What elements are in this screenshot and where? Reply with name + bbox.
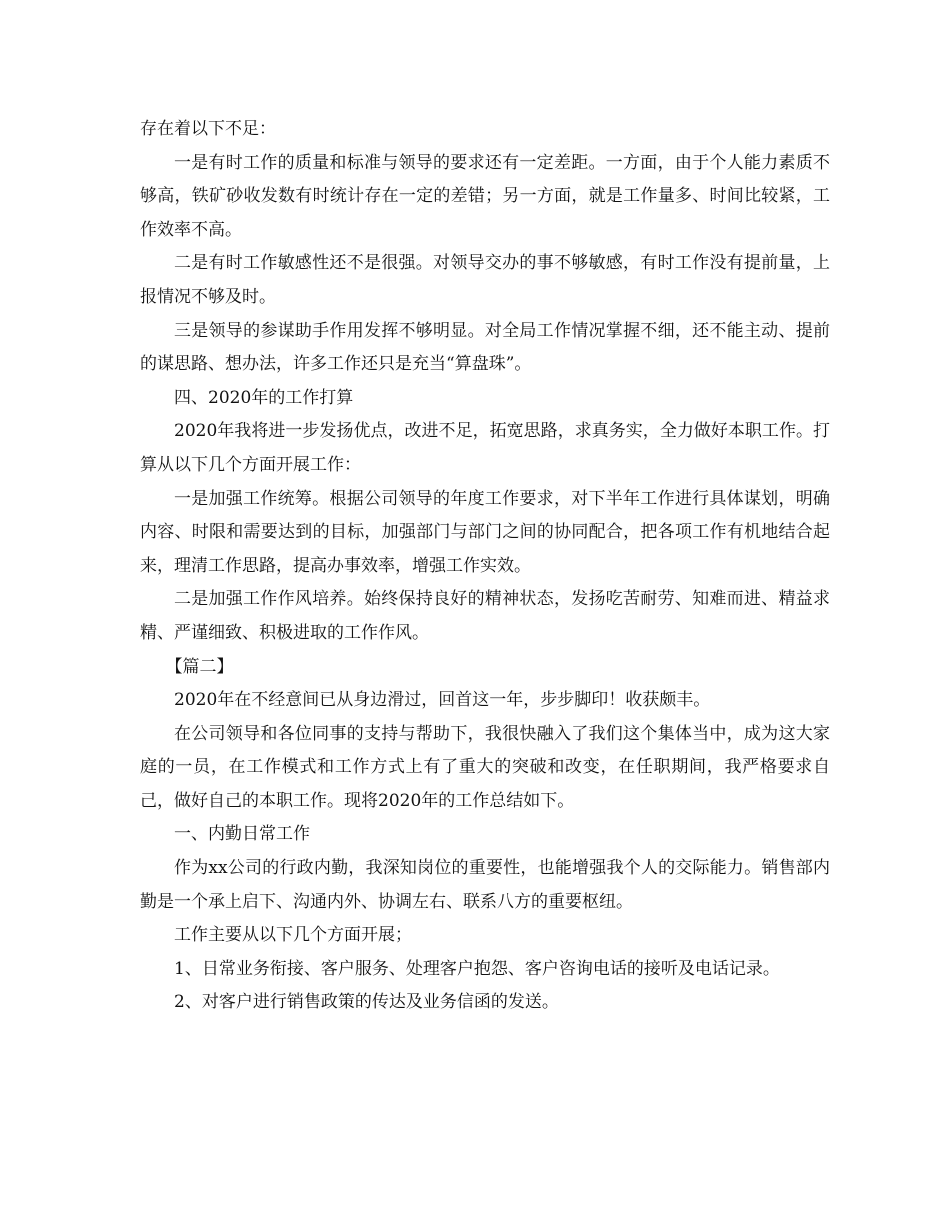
- section-heading-plan: 四、2020年的工作打算: [174, 387, 354, 408]
- list-item-1: 1、日常业务衔接、客户服务、处理客户抱怨、客户咨询电话的接听及电话记录。: [174, 958, 780, 979]
- paragraph-shortcoming-2: 二是有时工作敏感性还不是很强。对领导交办的事不够敏感，有时工作没有提前量，上报情况不够及时。: [140, 253, 830, 307]
- paragraph-plan-intro: 2020年我将进一步发扬优点，改进不足，拓宽思路，求真务实，全力做好本职工作。打算从以下几个方面开展工作：: [140, 421, 830, 475]
- paragraph-daily-work-role: 作为xx公司的行政内勤，我深知岗位的重要性，也能增强我个人的交际能力。销售部内勤是一个承上启下、沟通内外、协调左右、联系八方的重要枢纽。: [140, 858, 830, 912]
- section-heading-daily-work: 一、内勤日常工作: [174, 824, 310, 845]
- paragraph-shortcomings-intro: 存在着以下不足：: [140, 119, 276, 139]
- paragraph-work-aspects-intro: 工作主要从以下几个方面开展；: [174, 925, 412, 946]
- paragraph-shortcoming-1: 一是有时工作的质量和标准与领导的要求还有一定差距。一方面，由于个人能力素质不够高，铁矿砂收发数有时统计存在一定的差错；另一方面，就是工作量多、时间比较紧，工作效率不高。: [140, 152, 830, 240]
- section-heading-part-two: 【篇二】: [165, 656, 234, 677]
- paragraph-plan-2: 二是加强工作作风培养。始终保持良好的精神状态，发扬吃苦耐劳、知难而进、精益求精、严谨细致、积极进取的工作作风。: [140, 589, 830, 643]
- paragraph-plan-1: 一是加强工作统筹。根据公司领导的年度工作要求，对下半年工作进行具体谋划，明确内容、时限和需要达到的目标，加强部门与部门之间的协同配合，把各项工作有机地结合起来，理清工作思路，提高办事效率，增强工作实效。: [140, 488, 830, 576]
- paragraph-part-two-summary: 在公司领导和各位同事的支持与帮助下，我很快融入了我们这个集体当中，成为这大家庭的一员，在工作模式和工作方式上有了重大的突破和改变，在任职期间，我严格要求自己，做好自己的本职工作。现将2020年的工作总结如下。: [140, 723, 830, 811]
- paragraph-part-two-intro: 2020年在不经意间已从身边滑过，回首这一年，步步脚印！收获颇丰。: [174, 690, 711, 711]
- document-body: [140, 113, 830, 1020]
- paragraph-shortcoming-3: 三是领导的参谋助手作用发挥不够明显。对全局工作情况掌握不细，还不能主动、提前的谋思路、想办法，许多工作还只是充当“算盘珠”。: [140, 320, 830, 375]
- list-item-2: 2、对客户进行销售政策的传达及业务信函的发送。: [174, 992, 559, 1013]
